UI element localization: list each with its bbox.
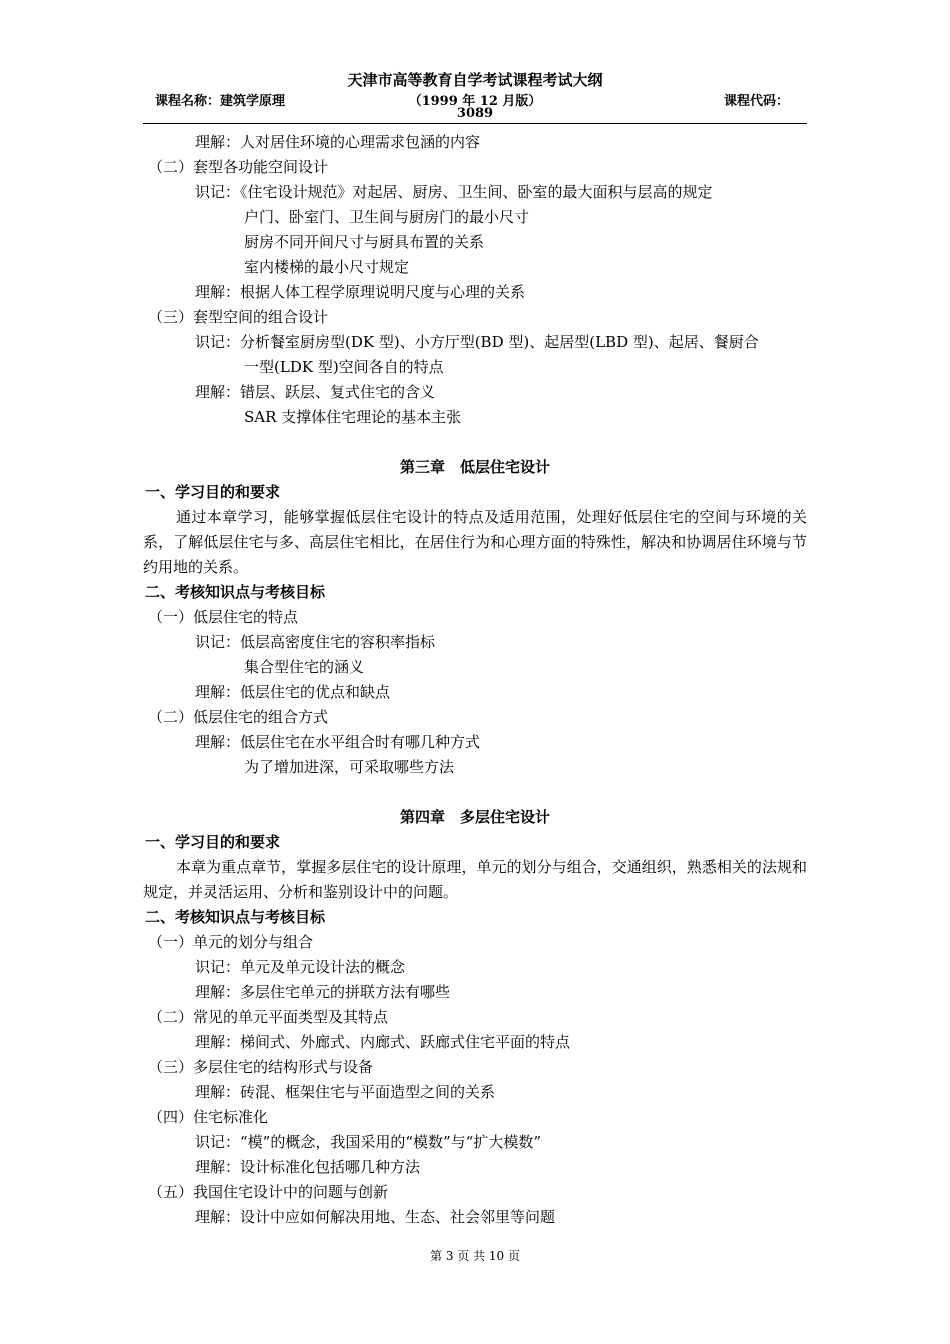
outline-item: 识记：“模”的概念，我国采用的“模数”与“扩大模数” xyxy=(195,1133,542,1151)
edition-date: （1999 年 12 月版） xyxy=(408,94,542,109)
outline-item: 为了增加进深，可采取哪些方法 xyxy=(244,758,455,776)
outline-item: 厨房不同开间尺寸与厨具布置的关系 xyxy=(244,233,485,251)
outline-item: 室内楼梯的最小尺寸规定 xyxy=(244,258,410,276)
outline-subheading: （二）常见的单元平面类型及其特点 xyxy=(148,1008,389,1026)
outline-subheading: （五）我国住宅设计中的问题与创新 xyxy=(148,1183,389,1201)
chapter-3-title: 第三章 低层住宅设计 xyxy=(399,458,550,476)
outline-item: 识记：《住宅设计规范》对起居、厨房、卫生间、卧室的最大面积与层高的规定 xyxy=(195,183,713,201)
outline-subheading: （三）套型空间的组合设计 xyxy=(148,308,329,326)
header-divider xyxy=(143,123,807,124)
section-heading: 一、学习目的和要求 xyxy=(145,483,281,501)
outline-item: 集合型住宅的涵义 xyxy=(244,658,365,676)
outline-subheading: （二）套型各功能空间设计 xyxy=(148,158,329,176)
page-body xyxy=(143,130,807,1230)
outline-item: 理解：错层、跃层、复式住宅的含义 xyxy=(195,383,436,401)
outline-subheading: （一）低层住宅的特点 xyxy=(148,608,299,626)
section-heading: 二、考核知识点与考核目标 xyxy=(145,583,326,601)
outline-item: 理解：低层住宅在水平组合时有哪几种方式 xyxy=(195,733,481,751)
chapter-4-title: 第四章 多层住宅设计 xyxy=(399,808,550,826)
outline-item: 理解：砖混、框架住宅与平面造型之间的关系 xyxy=(195,1083,496,1101)
outline-item: 理解：设计中应如何解决用地、生态、社会邻里等问题 xyxy=(195,1208,556,1226)
outline-subheading: （四）住宅标准化 xyxy=(148,1108,269,1126)
chapter-3-paragraph: 通过本章学习，能够掌握低层住宅设计的特点及适用范围，处理好低层住宅的空间与环境的关系，了解低层住宅与多、高层住宅相比，在居住行为和心理方面的特殊性，解决和协调居住环境与节约用地的关系。 xyxy=(143,508,807,576)
section-heading: 一、学习目的和要求 xyxy=(145,833,281,851)
course-name: 课程名称：建筑学原理 xyxy=(155,94,286,109)
course-code-label: 课程代码： xyxy=(723,94,789,109)
outline-subheading: （一）单元的划分与组合 xyxy=(148,933,314,951)
outline-item: 户门、卧室门、卫生间与厨房门的最小尺寸 xyxy=(244,208,530,226)
page-number: 第 3 页 共 10 页 xyxy=(430,1249,520,1263)
outline-item: 理解：根据人体工程学原理说明尺度与心理的关系 xyxy=(195,283,526,301)
outline-item: 理解：梯间式、外廊式、内廊式、跃廊式住宅平面的特点 xyxy=(195,1033,571,1051)
outline-item: 理解：多层住宅单元的拼联方法有哪些 xyxy=(195,983,451,1001)
course-code: 3089 xyxy=(456,106,494,121)
outline-item: 识记：低层高密度住宅的容积率指标 xyxy=(195,633,436,651)
outline-item: 一型(LDK 型)空间各自的特点 xyxy=(244,358,444,376)
outline-item: 理解：人对居住环境的心理需求包涵的内容 xyxy=(195,133,481,151)
outline-item: 理解：低层住宅的优点和缺点 xyxy=(195,683,391,701)
outline-subheading: （三）多层住宅的结构形式与设备 xyxy=(148,1058,374,1076)
section-heading: 二、考核知识点与考核目标 xyxy=(145,908,326,926)
outline-item: 识记：单元及单元设计法的概念 xyxy=(195,958,406,976)
chapter-4-paragraph: 本章为重点章节，掌握多层住宅的设计原理，单元的划分与组合，交通组织，熟悉相关的法规和规定，并灵活运用、分析和鉴别设计中的问题。 xyxy=(143,858,807,901)
outline-subheading: （二）低层住宅的组合方式 xyxy=(148,708,329,726)
outline-item: 理解：设计标准化包括哪几种方法 xyxy=(195,1158,421,1176)
outline-item: 识记：分析餐室厨房型(DK 型)、小方厅型(BD 型)、起居型(LBD 型)、起居、餐厨合 xyxy=(195,333,759,351)
outline-item: SAR 支撑体住宅理论的基本主张 xyxy=(244,408,462,426)
document-title: 天津市高等教育自学考试课程考试大纲 xyxy=(347,71,603,89)
